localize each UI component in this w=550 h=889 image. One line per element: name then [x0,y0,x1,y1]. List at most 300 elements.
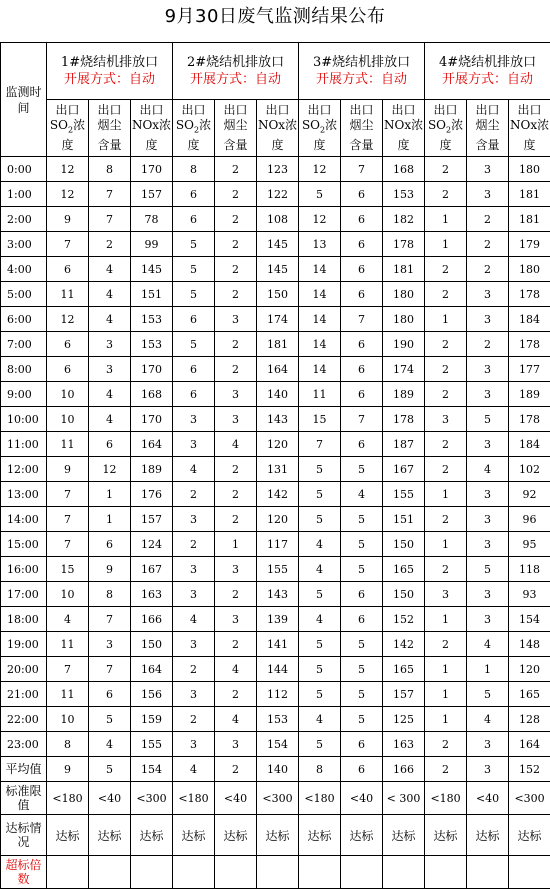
parameter-label: 出口 [55,103,79,117]
table-cell: 163 [131,582,173,607]
table-cell: 5 [341,507,383,532]
table-cell: 2 [215,182,257,207]
table-cell: 14 [299,357,341,382]
parameter-label: 出口 [182,103,206,117]
row-label: 16:00 [1,557,47,582]
table-cell: 7 [89,207,131,232]
table-cell: 6 [341,607,383,632]
table-cell: 155 [257,557,299,582]
table-cell: 3 [173,632,215,657]
table-cell: 15 [299,407,341,432]
table-cell: 2 [425,382,467,407]
table-cell: <40 [341,782,383,815]
row-label: 18:00 [1,607,47,632]
table-cell: 112 [257,682,299,707]
table-cell: 5 [173,332,215,357]
row-label: 14:00 [1,507,47,532]
table-cell: <180 [425,782,467,815]
table-cell: 4 [467,707,509,732]
table-cell: <300 [131,782,173,815]
parameter-header [47,100,89,157]
parameter-label: 出口 [518,103,542,117]
table-cell [425,856,467,889]
table-cell: 6 [341,757,383,782]
table-cell: 8 [89,157,131,182]
table-cell: 3 [215,732,257,757]
table-cell: 10 [47,582,89,607]
table-cell: 5 [341,707,383,732]
table-row [1,607,550,632]
hourly-data [1,157,550,889]
table-cell: 153 [131,307,173,332]
table-cell: 164 [131,432,173,457]
table-cell: 122 [257,182,299,207]
table-cell: 164 [131,657,173,682]
parameter-label: 度 [440,138,452,152]
table-cell: <180 [173,782,215,815]
table-cell: 164 [509,732,550,757]
table-cell: 6 [89,682,131,707]
parameter-label: 含量 [350,138,374,152]
table-cell: 93 [509,582,550,607]
table-cell: 117 [257,532,299,557]
parameter-label: NOx浓 [510,118,549,132]
table-cell: 1 [425,482,467,507]
table-cell: <40 [215,782,257,815]
table-cell: 6 [47,357,89,382]
table-cell: 7 [47,232,89,257]
table-cell: 4 [173,457,215,482]
parameter-label: 出口 [266,103,290,117]
row-label: 12:00 [1,457,47,482]
table-cell: 达标 [299,815,341,856]
table-cell: 3 [467,507,509,532]
table-cell: 1 [89,482,131,507]
parameter-label: SO [428,118,446,132]
table-cell: 7 [89,182,131,207]
outlet-header [299,43,425,100]
mode-label: 开展方式：自动 [190,72,281,87]
table-cell: 167 [131,557,173,582]
table-row [1,482,550,507]
table-cell: 170 [131,157,173,182]
table-cell: 5 [341,557,383,582]
table-cell: 达标 [257,815,299,856]
table-cell: 2 [425,507,467,532]
table-cell: 1 [425,657,467,682]
table-cell: 182 [383,207,425,232]
table-cell: 3 [215,382,257,407]
table-cell: 3 [173,557,215,582]
table-cell: 181 [509,207,550,232]
table-cell: 12 [47,157,89,182]
table-cell: 154 [509,607,550,632]
table-cell: 125 [383,707,425,732]
table-cell: 6 [341,282,383,307]
table-cell: 96 [509,507,550,532]
table-cell: 12 [89,457,131,482]
table-cell: 153 [383,182,425,207]
table-cell [131,856,173,889]
row-label: 7:00 [1,332,47,357]
table-cell: 4 [89,382,131,407]
parameter-label: 浓 [199,118,211,132]
parameter-label: 度 [314,138,326,152]
table-cell: 5 [299,682,341,707]
table-cell: 142 [383,632,425,657]
table-cell: 4 [215,707,257,732]
table-cell: 178 [509,407,550,432]
table-cell [341,856,383,889]
table-cell: 6 [173,207,215,232]
table-row [1,157,550,182]
table-cell: 3 [89,357,131,382]
table-cell: 9 [47,457,89,482]
table-cell: 2 [215,582,257,607]
table-cell: 120 [509,657,550,682]
parameter-label: 度 [398,138,410,152]
table-cell: 1 [425,607,467,632]
row-label: 平均值 [1,757,47,782]
table-cell: 174 [257,307,299,332]
table-cell: 7 [341,157,383,182]
exceed-multiple-row [1,856,550,889]
table-cell: 92 [509,482,550,507]
table-cell [509,856,550,889]
table-cell: 2 [215,282,257,307]
table-cell: 167 [383,457,425,482]
outlet-name: 2#烧结机排放口 [187,55,284,70]
table-cell: 4 [299,557,341,582]
row-label: 23:00 [1,732,47,757]
table-cell: 2 [89,232,131,257]
table-cell: 131 [257,457,299,482]
table-cell: 180 [383,282,425,307]
outlet-name: 4#烧结机排放口 [439,55,536,70]
table-cell: 4 [299,607,341,632]
table-cell: 2 [425,257,467,282]
table-cell: 150 [383,532,425,557]
table-row [1,557,550,582]
table-cell: 157 [131,182,173,207]
table-cell: 10 [47,407,89,432]
table-cell: 3 [467,382,509,407]
table-cell: 3 [173,732,215,757]
table-cell: 2 [425,182,467,207]
table-cell: 6 [341,207,383,232]
row-label: 13:00 [1,482,47,507]
table-cell: <300 [257,782,299,815]
table-cell: <180 [47,782,89,815]
table-cell: 9 [89,557,131,582]
table-cell: 4 [173,607,215,632]
table-cell: 4 [299,532,341,557]
table-cell: 189 [131,457,173,482]
table-cell: 2 [215,157,257,182]
table-cell: 184 [509,432,550,457]
table-cell: 3 [173,407,215,432]
table-row [1,357,550,382]
table-cell: 14 [299,332,341,357]
table-cell: 102 [509,457,550,482]
table-cell: 148 [509,632,550,657]
table-cell: 5 [173,232,215,257]
table-row [1,657,550,682]
table-cell: 3 [425,582,467,607]
table-cell [299,856,341,889]
parameter-subscript: 2 [446,126,451,135]
table-cell: 3 [467,532,509,557]
limit-row [1,782,550,815]
table-cell: 3 [89,632,131,657]
table-cell: 2 [215,632,257,657]
parameter-label: SO [302,118,320,132]
table-cell: 6 [341,357,383,382]
table-cell: 3 [467,157,509,182]
table-cell: 5 [299,732,341,757]
table-cell: 5 [341,632,383,657]
table-row [1,182,550,207]
table-cell: 5 [299,582,341,607]
table-cell: 2 [467,207,509,232]
table-cell: 2 [215,682,257,707]
parameter-header [509,100,550,157]
table-cell: 5 [299,657,341,682]
table-cell: 157 [131,507,173,532]
table-cell: 178 [509,282,550,307]
table-cell: 6 [47,257,89,282]
table-cell: 165 [383,657,425,682]
table-row [1,257,550,282]
table-cell: 184 [509,307,550,332]
table-cell: 5 [341,657,383,682]
parameter-label: 出口 [97,103,121,117]
table-cell: 11 [47,282,89,307]
table-row [1,407,550,432]
table-cell: 120 [257,432,299,457]
table-cell: 144 [257,657,299,682]
table-cell: 7 [341,307,383,332]
table-cell: 12 [47,182,89,207]
table-cell: 12 [47,307,89,332]
table-cell: 9 [47,207,89,232]
table-cell: 4 [299,707,341,732]
table-row [1,207,550,232]
table-cell: 179 [509,232,550,257]
table-cell: 145 [131,257,173,282]
parameter-subscript: 2 [320,126,325,135]
table-cell: 达标 [215,815,257,856]
parameter-header [131,100,173,157]
parameter-header [299,100,341,157]
table-cell: 3 [215,307,257,332]
outlet-header [425,43,550,100]
parameter-label: NOx浓 [384,118,423,132]
table-cell: 142 [257,482,299,507]
row-label: 6:00 [1,307,47,332]
table-cell: <40 [467,782,509,815]
table-cell: 5 [341,457,383,482]
table-cell: 10 [47,382,89,407]
table-cell: 2 [215,207,257,232]
table-cell: 2 [425,357,467,382]
table-cell: 8 [173,157,215,182]
row-label: 3:00 [1,232,47,257]
table-cell: 15 [47,557,89,582]
table-cell: 3 [467,757,509,782]
table-cell: 156 [131,682,173,707]
table-cell: 5 [173,282,215,307]
average-row [1,757,550,782]
table-cell: 7 [341,407,383,432]
table-cell: 159 [131,707,173,732]
table-cell: 181 [509,182,550,207]
table-cell: 128 [509,707,550,732]
table-cell: 151 [383,507,425,532]
table-cell: 5 [173,257,215,282]
table-cell: 达标 [341,815,383,856]
parameter-header [425,100,467,157]
table-cell: 3 [215,607,257,632]
table-cell: 4 [341,482,383,507]
table-cell [467,856,509,889]
table-cell: 3 [173,432,215,457]
parameter-label: 含量 [476,138,500,152]
table-cell: 2 [425,282,467,307]
table-cell: 2 [467,257,509,282]
table-cell: 5 [299,482,341,507]
time-column-header: 监测时间 [1,43,47,157]
row-label: 22:00 [1,707,47,732]
table-cell: 150 [383,582,425,607]
table-cell: <300 [509,782,550,815]
table-cell: 3 [467,182,509,207]
table-cell: 3 [173,582,215,607]
table-cell: 1 [467,657,509,682]
table-cell: 180 [509,157,550,182]
table-cell: 157 [383,682,425,707]
table-cell: 120 [257,507,299,532]
parameter-header [383,100,425,157]
row-label: 4:00 [1,257,47,282]
table-cell: 187 [383,432,425,457]
table-cell: 163 [383,732,425,757]
row-label: 1:00 [1,182,47,207]
table-cell: 达标 [509,815,550,856]
table-cell: 1 [425,232,467,257]
table-cell: 7 [47,507,89,532]
table-cell: 78 [131,207,173,232]
parameter-label: 度 [146,138,158,152]
table-cell: 6 [173,182,215,207]
row-label: 达标情况 [1,815,47,856]
table-cell: 118 [509,557,550,582]
table-cell: 1 [425,682,467,707]
row-label: 10:00 [1,407,47,432]
table-row [1,532,550,557]
table-cell: 2 [215,757,257,782]
table-cell: 1 [215,532,257,557]
table-cell: 2 [425,732,467,757]
table-cell: 181 [257,332,299,357]
table-cell: 154 [131,757,173,782]
table-cell: 2 [173,482,215,507]
table-cell: 达标 [425,815,467,856]
table-cell: 达标 [47,815,89,856]
table-cell: 3 [467,357,509,382]
table-cell: 2 [215,332,257,357]
table-cell: 2 [425,432,467,457]
parameter-label: 烟尘 [97,118,121,132]
table-cell: 140 [257,757,299,782]
table-cell: 2 [425,557,467,582]
table-cell: 189 [509,382,550,407]
table-cell: 176 [131,482,173,507]
table-cell: 1 [425,532,467,557]
table-cell: 124 [131,532,173,557]
row-label: 8:00 [1,357,47,382]
table-cell: 178 [509,332,550,357]
table-cell: 2 [173,707,215,732]
table-cell: 11 [47,632,89,657]
row-label: 15:00 [1,532,47,557]
table-row [1,732,550,757]
table-cell: 2 [425,332,467,357]
table-cell: 达标 [89,815,131,856]
table-cell [257,856,299,889]
table-cell: <40 [89,782,131,815]
table-cell: 5 [467,682,509,707]
parameter-header [467,100,509,157]
parameter-header [89,100,131,157]
table-cell: 6 [341,332,383,357]
table-cell: 1 [425,207,467,232]
table-cell: 123 [257,157,299,182]
table-cell: 3 [467,307,509,332]
row-label: 5:00 [1,282,47,307]
parameter-label: 出口 [434,103,458,117]
table-cell: 2 [425,157,467,182]
table-cell: 99 [131,232,173,257]
table-cell: 143 [257,582,299,607]
parameter-label: 度 [272,138,284,152]
table-cell: 152 [383,607,425,632]
parameter-header [173,100,215,157]
table-cell: 4 [173,757,215,782]
table-cell: 3 [215,557,257,582]
table-cell: 168 [383,157,425,182]
table-cell: 4 [215,432,257,457]
table-cell: 3 [467,582,509,607]
table-row [1,232,550,257]
table-cell: 168 [131,382,173,407]
table-cell: 190 [383,332,425,357]
table-cell: 4 [89,407,131,432]
table-cell: 143 [257,407,299,432]
table-cell: 165 [509,682,550,707]
table-cell: 6 [89,532,131,557]
table-cell: 11 [47,682,89,707]
table-cell: 152 [509,757,550,782]
table-row [1,582,550,607]
table-cell: 3 [467,732,509,757]
parameter-header-row [1,100,550,157]
table-cell: 14 [299,307,341,332]
table-row [1,282,550,307]
table-cell: 8 [299,757,341,782]
table-cell: 3 [467,432,509,457]
table-cell: 5 [299,507,341,532]
